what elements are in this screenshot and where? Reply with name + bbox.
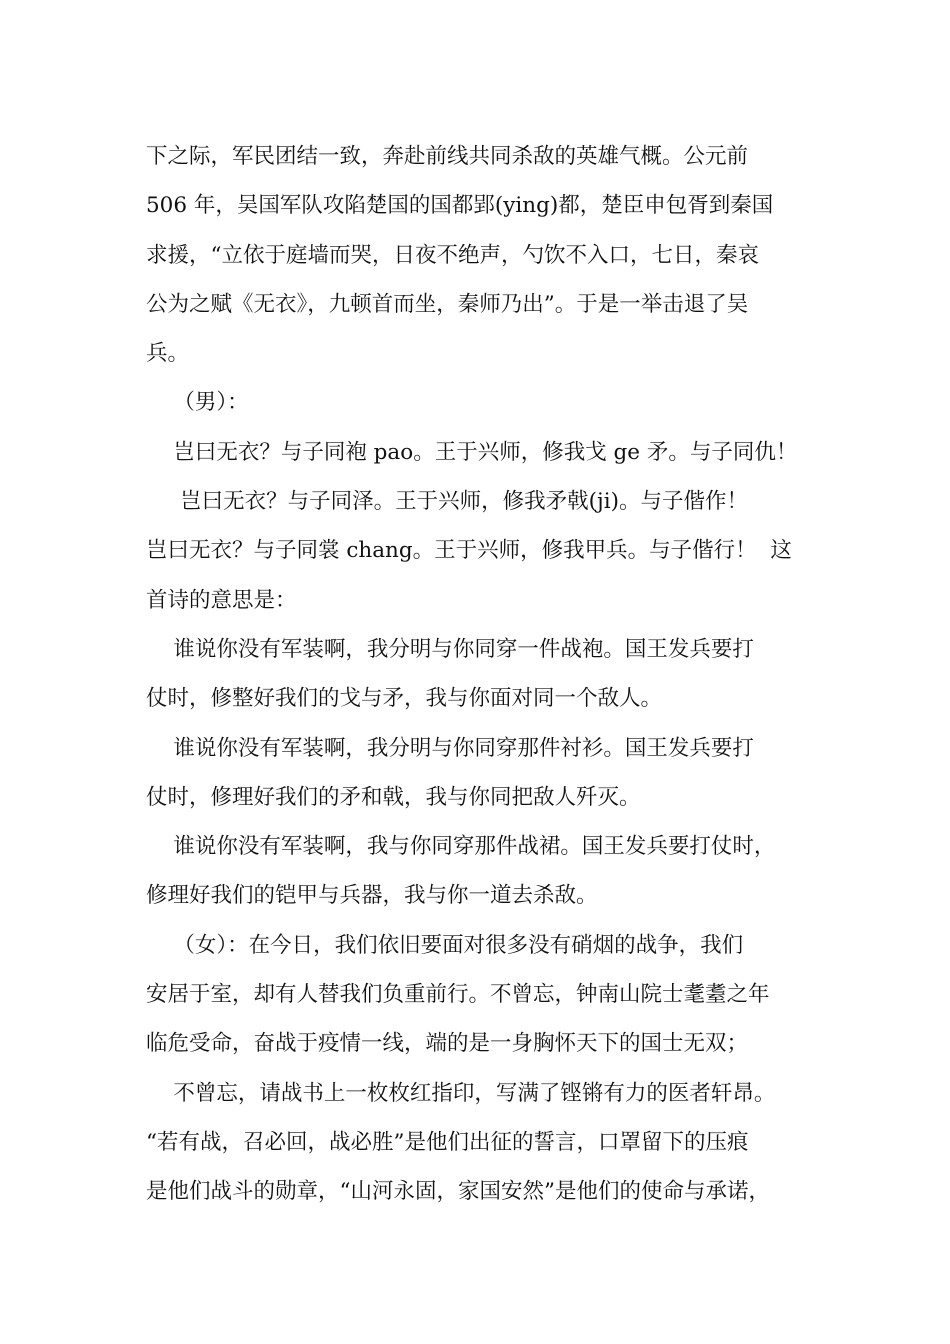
- text-line: 是他们战斗的勋章，“山河永固，家国安然”是他们的使命与承诺，: [146, 1179, 770, 1205]
- text-line: 不曾忘，请战书上一枚枚红指印，写满了铿锵有力的医者轩昂。: [146, 1080, 776, 1106]
- text-line: 临危受命，奋战于疫情一线，端的是一身胸怀天下的国士无双；: [146, 1031, 749, 1057]
- text-line: 安居于室，却有人替我们负重前行。不曾忘，钟南山院士耄耋之年: [146, 982, 770, 1008]
- text-line: 仗时，修整好我们的戈与矛，我与你面对同一个敌人。: [146, 686, 663, 712]
- text-line: 506 年，吴国军队攻陷楚国的国都郢(ying)都，楚臣申包胥到秦国: [146, 193, 774, 219]
- text-line: 岂曰无衣？与子同裳 chang。王于兴师，修我甲兵。与子偕行！ 这: [146, 538, 792, 564]
- text-line: 首诗的意思是：: [146, 587, 297, 613]
- text-line: 公为之赋《无衣》，九顿首而坐，秦师乃出”。于是一举击退了吴: [146, 291, 749, 317]
- text-line: 兵。: [146, 341, 190, 367]
- text-line: 修理好我们的铠甲与兵器，我与你一道去杀敌。: [146, 883, 598, 909]
- text-line: （男）：: [146, 390, 249, 416]
- text-line: （女）：在今日，我们依旧要面对很多没有硝烟的战争，我们: [146, 932, 744, 958]
- text-line: 谁说你没有军装啊，我与你同穿那件战裙。国王发兵要打仗时，: [146, 834, 776, 860]
- text-line: “若有战，召必回，战必胜”是他们出征的誓言，口罩留下的压痕: [146, 1129, 749, 1155]
- text-line: 谁说你没有军装啊，我分明与你同穿那件衬衫。国王发兵要打: [146, 735, 754, 761]
- text-line: 仗时，修理好我们的矛和戟，我与你同把敌人歼灭。: [146, 784, 641, 810]
- body-text: [146, 132, 836, 1217]
- text-line: 谁说你没有军装啊，我分明与你同穿一件战袍。国王发兵要打: [146, 636, 754, 662]
- text-line: 岂曰无衣？与子同袍 pao。王于兴师，修我戈 ge 矛。与子同仇！: [146, 439, 798, 465]
- text-line: 下之际，军民团结一致，奔赴前线共同杀敌的英雄气概。公元前: [146, 144, 749, 169]
- text-line: 求援，“立依于庭墙而哭，日夜不绝声，勺饮不入口，七日，秦哀: [146, 242, 759, 268]
- text-line: 岂曰无衣？与子同泽。王于兴师，修我矛戟(ji)。与子偕作！: [146, 489, 748, 515]
